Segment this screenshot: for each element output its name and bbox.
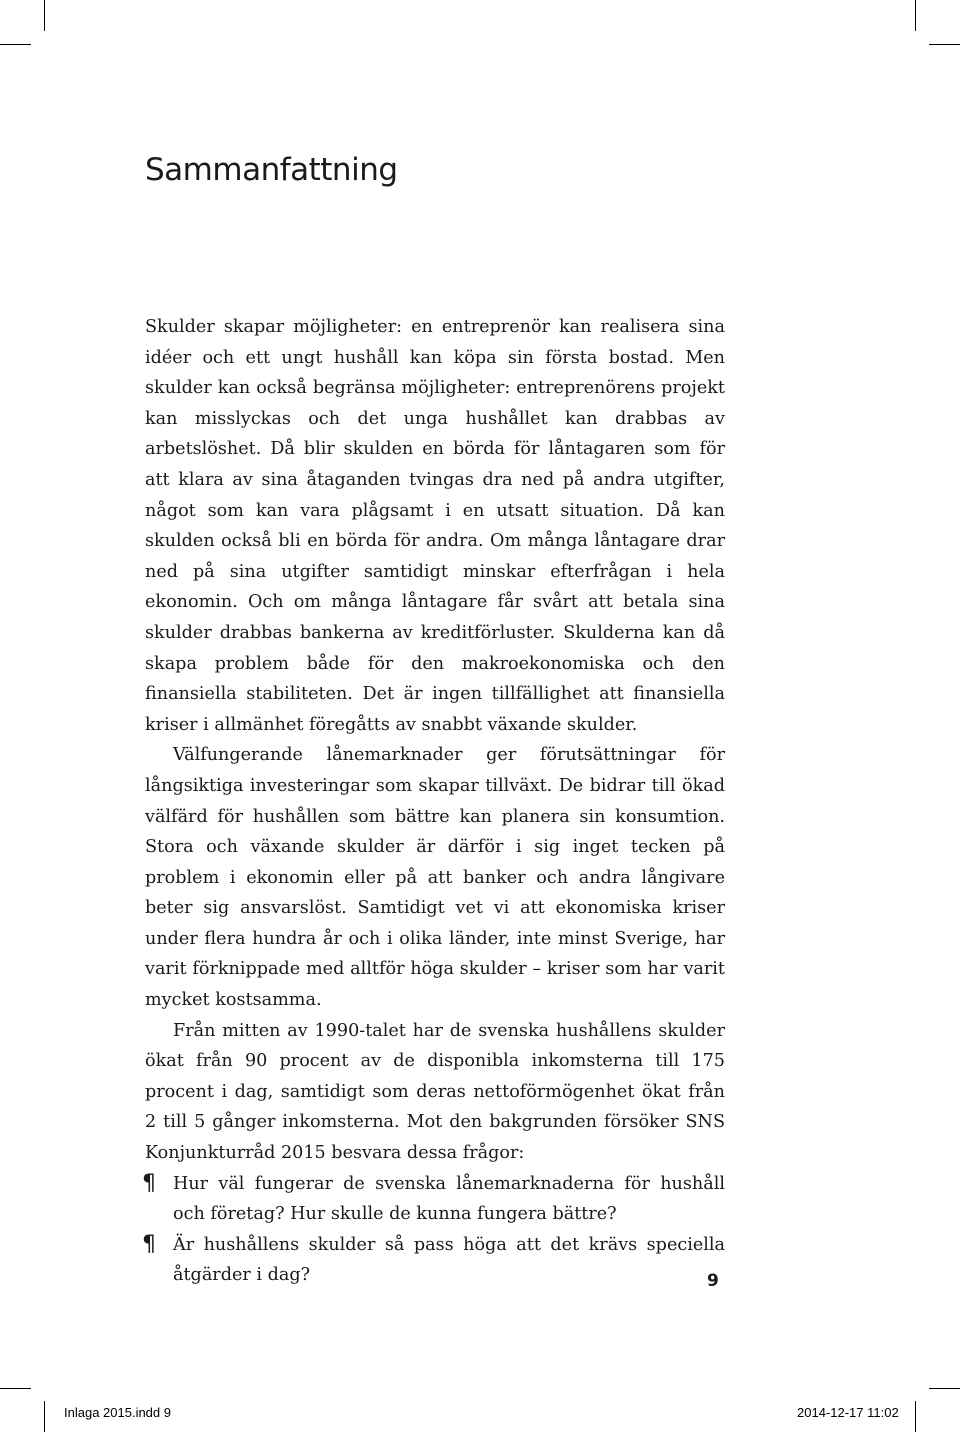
slug-filename: Inlaga 2015.indd 9 bbox=[64, 1405, 171, 1420]
crop-mark bbox=[929, 44, 960, 45]
list-item bbox=[142, 1169, 725, 1230]
question-list bbox=[142, 1169, 725, 1291]
crop-mark bbox=[44, 0, 45, 31]
crop-mark bbox=[915, 0, 916, 31]
slug-timestamp: 2014-12-17 11:02 bbox=[797, 1405, 899, 1420]
pilcrow-bullet-icon: ¶ bbox=[142, 1231, 156, 1257]
question-text: Är hushållens skulder så pass höga att det krävs speciella åtgärder i dag? bbox=[173, 1234, 725, 1286]
paragraph: Skulder skapar möjligheter: en entreprenör kan realisera sina idéer och ett ungt hushåll kan köpa sin första bostad. Men skulder kan också begränsa möjligheter: entreprenörens projekt kan misslyckas och det unga hushållet kan drabbas av arbetslöshet. Då blir skulden en börda för låntagaren som för att klara av sina åtaganden tvingas dra ned på andra utgifter, något som kan vara plågsamt i en utsatt situation. Då kan skulden också bli en börda för andra. Om många låntagare drar ned på sina utgifter samtidigt minskar efterfrågan i hela ekonomin. Och om många låntagare får svårt att betala sina skulder drabbas bankerna av kreditförluster. Skulderna kan då skapa problem både för den makroekonomiska och den finansiella stabiliteten. Det är ingen tillfällighet att finansiella kriser i allmänhet föregåtts av snabbt växande skulder. bbox=[145, 317, 725, 735]
paragraph: Från mitten av 1990-talet har de svenska hushållens skulder ökat från 90 procent av de disponibla inkomsterna till 175 procent i dag, samtidigt som deras nettoförmögenhet ökat från 2 till 5 gånger inkomsterna. Mot den bakgrunden försöker SNS Konjunkturråd 2015 besvara dessa frågor: bbox=[145, 1020, 725, 1164]
question-text: Hur väl fungerar de svenska lånemarknaderna för hushåll och företag? Hur skulle de kunna fungera bättre? bbox=[173, 1173, 725, 1225]
crop-mark bbox=[929, 1388, 960, 1389]
paragraph: Välfungerande lånemarknader ger förutsättningar för långsiktiga investeringar som skapar tillväxt. De bidrar till ökad välfärd för hushållen som bättre kan planera sin konsumtion. Stora och växande skulder är därför i sig inget tecken på problem i ekonomin eller på att banker och andra långivare beter sig ansvarslöst. Samtidigt vet vi att ekonomiska kriser under flera hundra år och i olika länder, inte minst Sverige, har varit förknippade med alltför höga skulder – kriser som har varit mycket kostsamma. bbox=[145, 745, 725, 1011]
pilcrow-bullet-icon: ¶ bbox=[142, 1170, 156, 1196]
body-text bbox=[142, 312, 725, 1291]
page-title: Sammanfattning bbox=[145, 152, 398, 188]
page-number: 9 bbox=[707, 1271, 719, 1291]
list-item bbox=[142, 1230, 725, 1291]
crop-mark bbox=[0, 1388, 31, 1389]
crop-mark bbox=[44, 1401, 45, 1432]
crop-mark bbox=[915, 1401, 916, 1432]
crop-mark bbox=[0, 44, 31, 45]
